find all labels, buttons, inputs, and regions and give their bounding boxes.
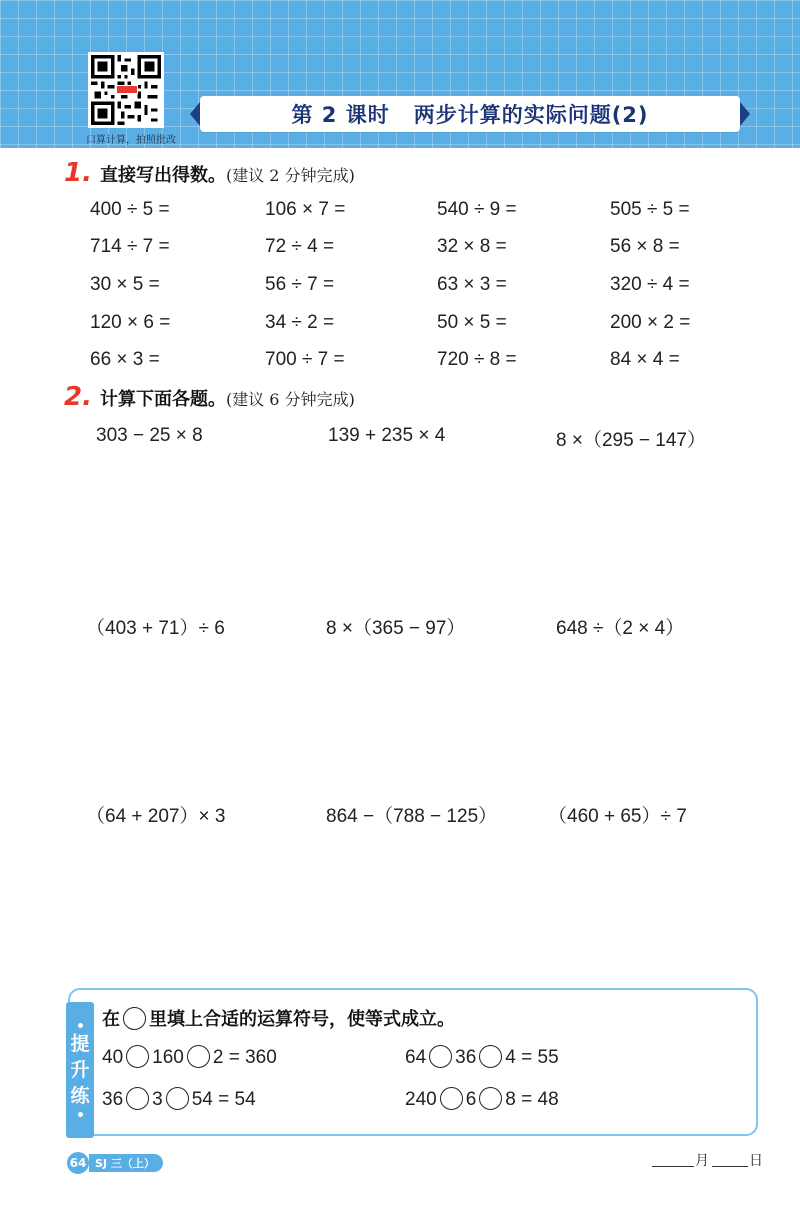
month-blank[interactable]	[652, 1166, 694, 1167]
circle-icon	[123, 1007, 146, 1030]
operand: 36	[455, 1047, 477, 1068]
oral-problem: 400 ÷ 5 =	[90, 199, 170, 220]
operand: 36	[102, 1089, 124, 1110]
qr-logo-icon	[116, 85, 138, 94]
page-number: 64	[67, 1152, 89, 1174]
oral-problem: 106 × 7 =	[265, 199, 346, 220]
operator-blank[interactable]	[126, 1087, 149, 1110]
oral-problem: 540 ÷ 9 =	[437, 199, 517, 220]
section-1-heading	[64, 158, 355, 188]
operator-problem	[102, 1045, 277, 1069]
oral-problem: 200 × 2 =	[610, 312, 691, 333]
operator-problem	[405, 1045, 559, 1069]
oral-problem: 72 ÷ 4 =	[265, 236, 335, 257]
operator-blank[interactable]	[479, 1087, 502, 1110]
oral-problem: 30 × 5 =	[90, 274, 160, 295]
operand: 54 = 54	[191, 1089, 256, 1110]
page-title	[291, 99, 648, 129]
oral-problem: 320 ÷ 4 =	[610, 274, 690, 295]
extension-tab	[66, 1002, 94, 1138]
section-1-label: 直接写出得数。	[99, 165, 226, 186]
operand: 3	[152, 1089, 163, 1110]
operator-problem	[405, 1087, 559, 1111]
section-2-label: 计算下面各题。	[99, 389, 226, 410]
operand: 6	[465, 1089, 477, 1110]
instruction-before: 在	[102, 1009, 120, 1030]
book-tag: SJ 三（上）	[89, 1154, 163, 1172]
lesson-title: 两步计算的实际问题(2)	[413, 103, 649, 127]
operand: 8 = 48	[505, 1089, 559, 1110]
qr-caption: 口算计算，拍照批改	[86, 135, 176, 146]
operator-blank[interactable]	[166, 1087, 189, 1110]
operand: 40	[102, 1047, 124, 1068]
section-2-heading	[64, 382, 355, 412]
operand: 160	[152, 1047, 184, 1068]
oral-problem: 66 × 3 =	[90, 349, 160, 370]
operand: 4 = 55	[505, 1047, 559, 1068]
oral-problem: 56 × 8 =	[610, 236, 680, 257]
calc-problem: （64 + 207）× 3	[86, 806, 226, 827]
calc-problem: 139 + 235 × 4	[328, 425, 446, 446]
section-1-note: (建议 2 分钟完成)	[225, 166, 355, 185]
oral-problem: 720 ÷ 8 =	[437, 349, 517, 370]
dot-icon	[78, 1023, 83, 1028]
section-2-number: 2.	[64, 382, 92, 412]
instruction-after: 里填上合适的运算符号，使等式成立。	[149, 1009, 455, 1030]
calc-problem: 8 ×（365 − 97）	[326, 618, 466, 639]
tab-char: 升	[70, 1059, 90, 1081]
dot-icon	[78, 1112, 83, 1117]
day-label: 日	[749, 1153, 763, 1169]
extension-instruction	[102, 1005, 455, 1031]
oral-problem: 84 × 4 =	[610, 349, 680, 370]
section-2-note: (建议 6 分钟完成)	[225, 390, 355, 409]
oral-problem: 56 ÷ 7 =	[265, 274, 335, 295]
operand: 2 = 360	[212, 1047, 277, 1068]
calc-problem: 303 − 25 × 8	[96, 425, 203, 446]
oral-problem: 32 × 8 =	[437, 236, 507, 257]
oral-problem: 700 ÷ 7 =	[265, 349, 345, 370]
calc-problem: 864 −（788 − 125）	[326, 806, 498, 827]
operator-blank[interactable]	[187, 1045, 210, 1068]
oral-problem: 34 ÷ 2 =	[265, 312, 335, 333]
operator-blank[interactable]	[429, 1045, 452, 1068]
title-banner	[200, 96, 740, 132]
operand: 64	[405, 1047, 427, 1068]
section-1-number: 1.	[64, 158, 92, 188]
tab-char: 提	[70, 1033, 90, 1055]
calc-problem: （403 + 71）÷ 6	[86, 618, 225, 639]
month-label: 月	[695, 1153, 709, 1169]
day-blank[interactable]	[712, 1166, 748, 1167]
tab-char: 练	[70, 1085, 90, 1107]
calc-problem: 8 ×（295 − 147）	[556, 430, 706, 451]
oral-problem: 63 × 3 =	[437, 274, 507, 295]
operator-blank[interactable]	[479, 1045, 502, 1068]
oral-problem: 714 ÷ 7 =	[90, 236, 170, 257]
operator-blank[interactable]	[126, 1045, 149, 1068]
calc-problem: 648 ÷（2 × 4）	[556, 618, 685, 639]
operand: 240	[405, 1089, 437, 1110]
lesson-number: 第 2 课时	[291, 103, 390, 127]
oral-problem: 50 × 5 =	[437, 312, 507, 333]
oral-problem: 505 ÷ 5 =	[610, 199, 690, 220]
calc-problem: （460 + 65）÷ 7	[548, 806, 687, 827]
operator-problem	[102, 1087, 256, 1111]
operator-blank[interactable]	[440, 1087, 463, 1110]
oral-problem: 120 × 6 =	[90, 312, 171, 333]
